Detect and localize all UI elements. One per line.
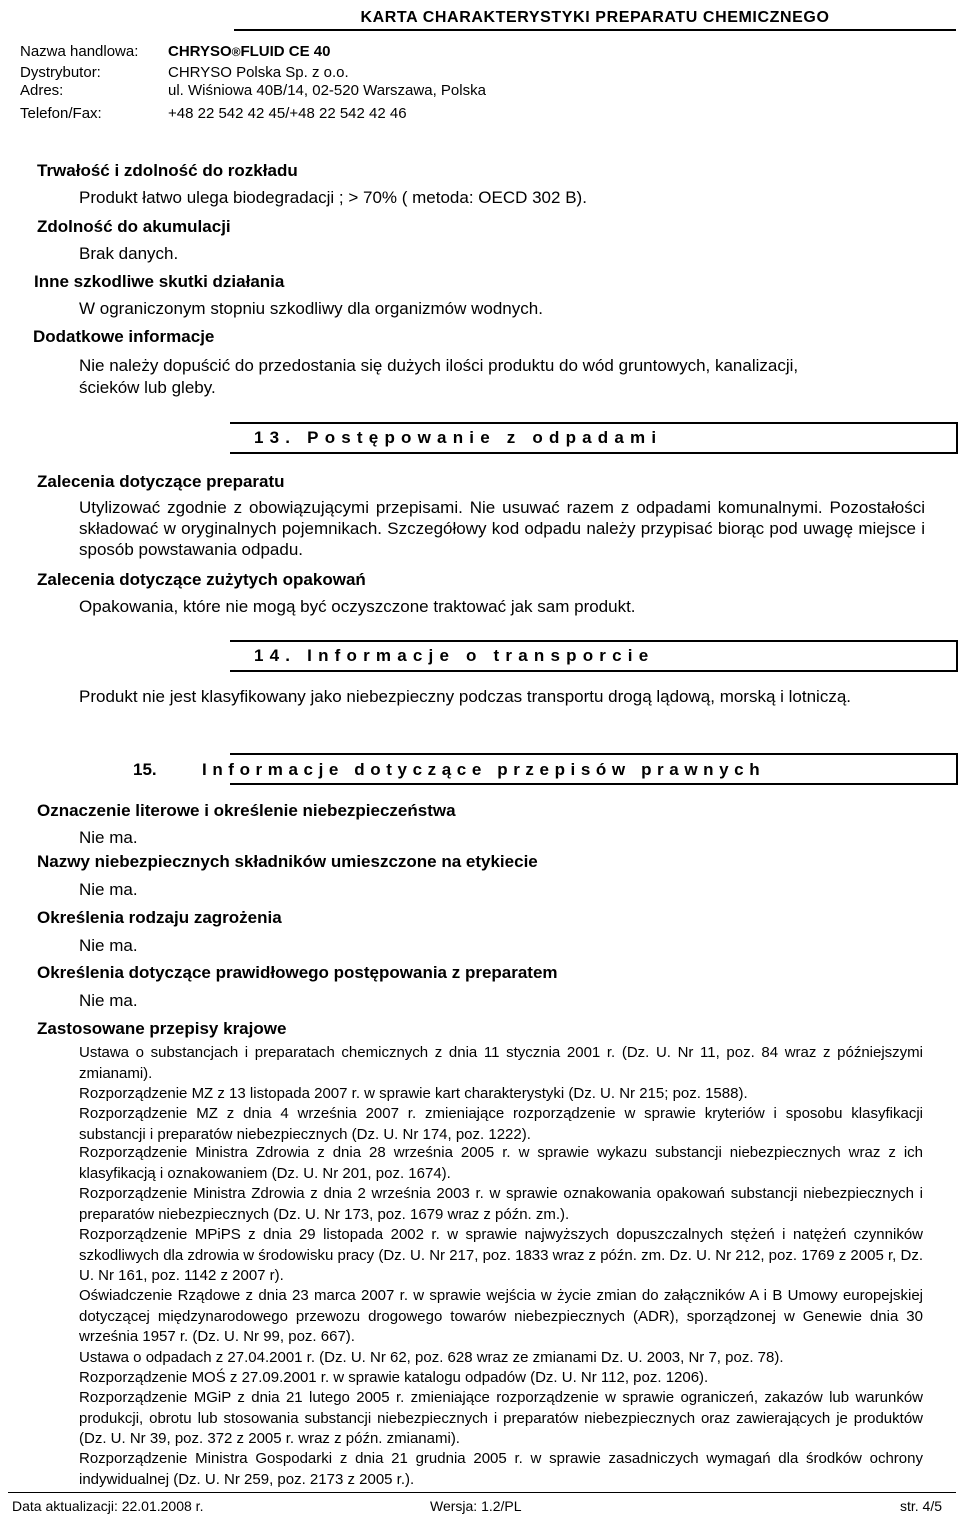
footer-divider	[8, 1492, 956, 1493]
section-14-title: 14. Informacje o transporcie	[254, 646, 655, 665]
value-safety-phrases: Nie ma.	[79, 991, 138, 1010]
regulation-item: Ustawa o substancjach i preparatach chemicznych z dnia 11 stycznia 2001 r. (Dz. U. Nr 11, poz. 84 wraz z późniejszymi zmianami).	[79, 1044, 923, 1082]
heading-national-regulations: Zastosowane przepisy krajowe	[37, 1019, 287, 1038]
header-label: Nazwa handlowa:	[20, 43, 139, 60]
regulation-item: Rozporządzenie Ministra Zdrowia z dnia 28 września 2005 r. w sprawie wykazu substancji niebezpiecznych wraz z ich klasyfikacją i oznakowaniem (Dz. U. Nr 201, poz. 1674).	[79, 1144, 923, 1182]
text-additional-info-line1: Nie należy dopuścić do przedostania się dużych ilości produktu do wód gruntowych, kanalizacji,	[79, 356, 799, 375]
document-title: KARTA CHARAKTERYSTYKI PREPARATU CHEMICZNEGO	[234, 9, 956, 31]
section-15-title: Informacje dotyczące przepisów prawnych	[202, 760, 766, 779]
text-preparation-recommendations: Utylizować zgodnie z obowiązującymi przepisami. Nie usuwać razem z odpadami komunalnymi. Pozostałości składować w oryginalnych pojemnikach. Szczegółowy kod odpadu należy przypisać biorąc pod uwagę miejsce i sposób powstawania odpadu.	[79, 498, 925, 559]
header-row-phone	[20, 105, 407, 123]
heading-risk-phrases: Określenia rodzaju zagrożenia	[37, 908, 282, 927]
header-label: Telefon/Fax:	[20, 105, 102, 122]
heading-packaging-recommendations: Zalecenia dotyczące zużytych opakowań	[37, 570, 366, 589]
heading-other-effects: Inne szkodliwe skutki działania	[34, 272, 285, 291]
text-packaging-recommendations: Opakowania, które nie mogą być oczyszczone traktować jak sam produkt.	[79, 597, 636, 616]
footer-version: Wersja: 1.2/PL	[430, 1498, 522, 1514]
heading-additional-info: Dodatkowe informacje	[33, 327, 215, 346]
registered-mark: ®	[231, 45, 241, 59]
regulation-item: Rozporządzenie MZ z 13 listopada 2007 r. w sprawie kart charakterystyki (Dz. U. Nr 215; poz. 1588).	[79, 1085, 748, 1102]
phone-value: +48 22 542 42 45/+48 22 542 42 46	[168, 105, 407, 122]
value-hazard-symbols: Nie ma.	[79, 828, 138, 847]
value-risk-phrases: Nie ma.	[79, 936, 138, 955]
heading-label-ingredients: Nazwy niebezpiecznych składników umieszczone na etykiecie	[37, 852, 538, 871]
footer-update-date: Data aktualizacji: 22.01.2008 r.	[12, 1498, 204, 1514]
regulation-item: Rozporządzenie Ministra Zdrowia z dnia 2 września 2003 r. w sprawie oznakowania opakowań substancji niebezpiecznych i preparatów niebezpiecznych (Dz. U. Nr 173, poz. 1679 wraz z późn. zm.).	[79, 1185, 923, 1223]
regulation-item: Rozporządzenie MGiP z dnia 21 lutego 2005 r. zmieniające rozporządzenie w sprawie ograniczeń, zakazów lub warunków produkcji, obrotu lub stosowania substancji niebezpiecznych i preparatów niebezpiecznych oraz zawierających je produktów (Dz. U. Nr 39, poz. 372 z 2005 r. wraz z późn. zmianami).	[79, 1389, 923, 1447]
regulation-item: Rozporządzenie MZ z dnia 4 września 2007 r. zmieniające rozporządzenie w sprawie kryteriów i sposobu klasyfikacji substancji i preparatów niebezpiecznych (Dz. U. Nr 174, poz. 1222).	[79, 1105, 923, 1143]
heading-safety-phrases: Określenia dotyczące prawidłowego postępowania z preparatem	[37, 963, 558, 982]
footer-page-number: str. 4/5	[900, 1498, 943, 1514]
header-row-distributor	[20, 64, 349, 82]
address-value: ul. Wiśniowa 40B/14, 02-520 Warszawa, Polska	[168, 82, 486, 99]
heading-preparation-recommendations: Zalecenia dotyczące preparatu	[37, 472, 285, 491]
regulation-item: Rozporządzenie MOŚ z 27.09.2001 r. w sprawie katalogu odpadów (Dz. U. Nr 112, poz. 1206).	[79, 1369, 709, 1386]
header-label: Dystrybutor:	[20, 64, 101, 81]
text-other-effects: W ograniczonym stopniu szkodliwy dla organizmów wodnych.	[79, 299, 543, 318]
text-additional-info-line2: ścieków lub gleby.	[79, 378, 216, 397]
text-accumulation: Brak danych.	[79, 244, 179, 263]
header-label: Adres:	[20, 82, 64, 99]
value-label-ingredients: Nie ma.	[79, 880, 138, 899]
heading-hazard-symbols: Oznaczenie literowe i określenie niebezpieczeństwa	[37, 801, 456, 820]
heading-degradability: Trwałość i zdolność do rozkładu	[37, 161, 298, 180]
text-transport: Produkt nie jest klasyfikowany jako niebezpieczny podczas transportu drogą lądową, morską i lotniczą.	[79, 687, 852, 706]
regulation-item: Rozporządzenie Ministra Gospodarki z dnia 21 grudnia 2005 r. w sprawie zasadniczych wymagań dla środków ochrony indywidualnej (Dz. U. Nr 259, poz. 2173 z 2005 r.).	[79, 1450, 923, 1488]
product-name: CHRYSO®FLUID CE 40	[168, 43, 331, 60]
section-13-title: 13. Postępowanie z odpadami	[254, 428, 663, 447]
section-15-number: 15.	[133, 760, 157, 779]
regulation-item: Oświadczenie Rządowe z dnia 23 marca 2007 r. w sprawie wejścia w życie zmian do załączników A i B Umowy europejskiej dotyczącej międzynarodowego przewozu drogowego towarów niebezpiecznych (ADR), sporządzonej w Genewie dnia 30 września 1957 r. (Dz. U. Nr 99, poz. 667).	[79, 1287, 923, 1345]
regulation-item: Ustawa o odpadach z 27.04.2001 r. (Dz. U. Nr 62, poz. 628 wraz ze zmianami Dz. U. 2003, Nr 7, poz. 78).	[79, 1349, 784, 1366]
text-degradability: Produkt łatwo ulega biodegradacji ; > 70% ( metoda: OECD 302 B).	[79, 188, 587, 207]
header-row-trade-name	[20, 43, 330, 61]
regulation-item: Rozporządzenie MPiPS z dnia 29 listopada 2002 r. w sprawie najwyższych dopuszczalnych stężeń i natężeń czynników szkodliwych dla zdrowia w środowisku pracy (Dz. U. Nr 217, poz. 1833 wraz z późn. zm. Dz. U. Nr 212, poz. 1769 z 2005 r, Dz. U. Nr 161, poz. 1142 z 2007 r).	[79, 1226, 923, 1284]
distributor-name: CHRYSO Polska Sp. z o.o.	[168, 64, 349, 81]
header-row-address	[20, 82, 486, 100]
heading-accumulation: Zdolność do akumulacji	[37, 217, 231, 236]
